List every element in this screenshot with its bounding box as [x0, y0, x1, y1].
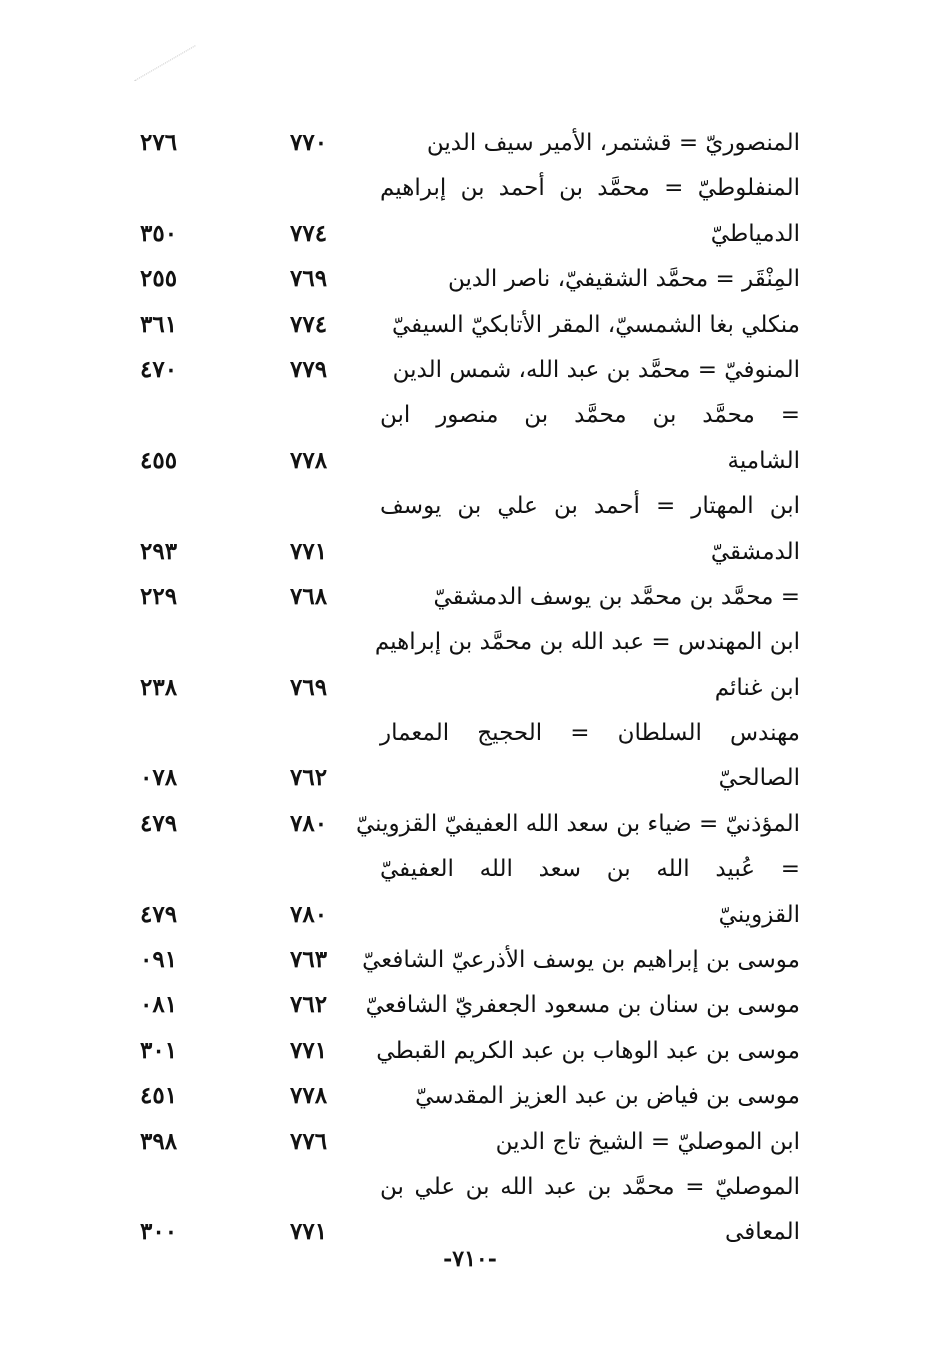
- entry-page-ref: ٤٧٩: [140, 900, 178, 928]
- entry-name: ابن المهتار = أحمد بن علي بن يوسف: [380, 493, 800, 520]
- entry-page-ref: ٤٧٠: [140, 355, 178, 383]
- entry-page-ref: ٢٢٩: [140, 582, 178, 610]
- entry-page-ref: ٢٣٨: [140, 673, 178, 701]
- entry-name: ابن المهندس = عبد الله بن محمَّد بن إبراهيم: [374, 629, 800, 656]
- entry-name: ابن غنائم: [714, 674, 800, 701]
- scan-artifact: [134, 45, 215, 116]
- entry-name: مهندس السلطان = الحجيج المعمار: [380, 720, 800, 747]
- index-entry: [0, 846, 940, 891]
- entry-page-ref: ٠٧٨: [140, 764, 178, 792]
- entry-name: موسى بن سنان بن مسعود الجعفريّ الشافعيّ: [365, 992, 800, 1019]
- index-entry: [0, 801, 940, 846]
- entry-name: المنوفيّ = محمَّد بن عبد الله، شمس الدين: [392, 356, 800, 383]
- index-entry: [0, 619, 940, 664]
- entry-year: ٧٦٩: [290, 265, 328, 293]
- entry-page-ref: ٠٨١: [140, 991, 178, 1019]
- entry-year: ٧٧١: [290, 1218, 328, 1246]
- index-entry: [0, 1119, 940, 1164]
- entry-name: = عُبيد الله بن سعد الله العفيفيّ: [380, 856, 800, 883]
- page-number: -٧١٠-: [443, 1246, 497, 1272]
- entry-year: ٧٨٠: [290, 809, 328, 837]
- entry-name: الصالحيّ: [718, 765, 800, 792]
- entry-year: ٧٧١: [290, 1036, 328, 1064]
- entry-page-ref: ٠٩١: [140, 946, 178, 974]
- entry-name: الدمياطيّ: [710, 220, 800, 247]
- index-entry-list: [0, 120, 940, 1255]
- entry-year: ٧٧٠: [290, 129, 328, 156]
- entry-name: الشامية: [727, 447, 800, 474]
- entry-year: ٧٦٨: [290, 582, 328, 610]
- entry-name: المنفلوطيّ = محمَّد بن أحمد بن إبراهيم: [380, 175, 800, 202]
- entry-page-ref: ٣٩٨: [140, 1127, 178, 1155]
- index-entry: [0, 438, 940, 483]
- entry-name: الموصليّ = محمَّد بن عبد الله بن علي بن: [380, 1173, 800, 1200]
- index-entry: [0, 1028, 940, 1073]
- index-entry: [0, 483, 940, 528]
- index-entry: [0, 347, 940, 392]
- entry-year: ٧٧٤: [290, 219, 328, 247]
- entry-name: = محمَّد بن محمَّد بن يوسف الدمشقيّ: [433, 583, 800, 610]
- entry-year: ٧٧٨: [290, 1082, 328, 1110]
- index-entry: [0, 302, 940, 347]
- index-entry: [0, 574, 940, 619]
- index-entry: [0, 710, 940, 755]
- index-entry: [0, 937, 940, 982]
- index-entry: [0, 211, 940, 256]
- entry-year: ٧٦٩: [290, 673, 328, 701]
- entry-year: ٧٧٨: [290, 446, 328, 474]
- index-entry: [0, 1164, 940, 1209]
- entry-year: ٧٧١: [290, 537, 328, 565]
- entry-name: = محمَّد بن محمَّد بن منصور ابن: [380, 402, 800, 429]
- entry-page-ref: ٤٧٩: [140, 809, 178, 837]
- index-entry: [0, 256, 940, 301]
- entry-page-ref: ٤٥١: [140, 1082, 178, 1110]
- entry-page-ref: ٢٧٦: [140, 129, 178, 156]
- index-entry: [0, 1073, 940, 1118]
- entry-name: المِنْقَر = محمَّد الشقيفيّ، ناصر الدين: [447, 266, 800, 293]
- entry-year: ٧٦٢: [290, 764, 328, 792]
- entry-year: ٧٦٢: [290, 991, 328, 1019]
- entry-name: موسى بن إبراهيم بن يوسف الأذرعيّ الشافعيّ: [362, 947, 800, 974]
- entry-page-ref: ٢٥٥: [140, 265, 178, 293]
- entry-year: ٧٧٦: [290, 1127, 328, 1155]
- entry-name: موسى بن فياض بن عبد العزيز المقدسيّ: [415, 1083, 800, 1110]
- entry-page-ref: ٣٠١: [140, 1036, 178, 1064]
- entry-page-ref: ٣٦١: [140, 310, 178, 338]
- index-entry: [0, 120, 940, 165]
- entry-name: المعافى: [725, 1219, 800, 1246]
- entry-name: موسى بن عبد الوهاب بن عبد الكريم القبطي: [376, 1037, 800, 1064]
- index-entry: [0, 392, 940, 437]
- index-entry: [0, 982, 940, 1027]
- index-entry: [0, 165, 940, 210]
- index-entry: [0, 892, 940, 937]
- index-entry: [0, 665, 940, 710]
- entry-name: المؤذنيّ = ضياء بن سعد الله العفيفيّ القزوينيّ: [355, 810, 800, 837]
- index-entry: [0, 755, 940, 800]
- entry-year: ٧٦٣: [290, 946, 328, 974]
- entry-page-ref: ٣٥٠: [140, 219, 178, 247]
- entry-year: ٧٨٠: [290, 900, 328, 928]
- entry-name: الدمشقيّ: [710, 538, 800, 565]
- entry-page-ref: ٤٥٥: [140, 446, 178, 474]
- entry-name: المنصوريّ = قشتمر، الأمير سيف الدين: [426, 130, 800, 156]
- entry-name: القزوينيّ: [718, 901, 800, 928]
- entry-name: منكلي بغا الشمسيّ، المقر الأتابكيّ السيفيّ: [391, 311, 800, 338]
- entry-page-ref: ٣٠٠: [140, 1218, 178, 1246]
- entry-name: ابن الموصليّ = الشيخ تاج الدين: [495, 1128, 800, 1155]
- index-entry: [0, 529, 940, 574]
- entry-year: ٧٧٩: [290, 355, 328, 383]
- entry-year: ٧٧٤: [290, 310, 328, 338]
- entry-page-ref: ٢٩٣: [140, 537, 178, 565]
